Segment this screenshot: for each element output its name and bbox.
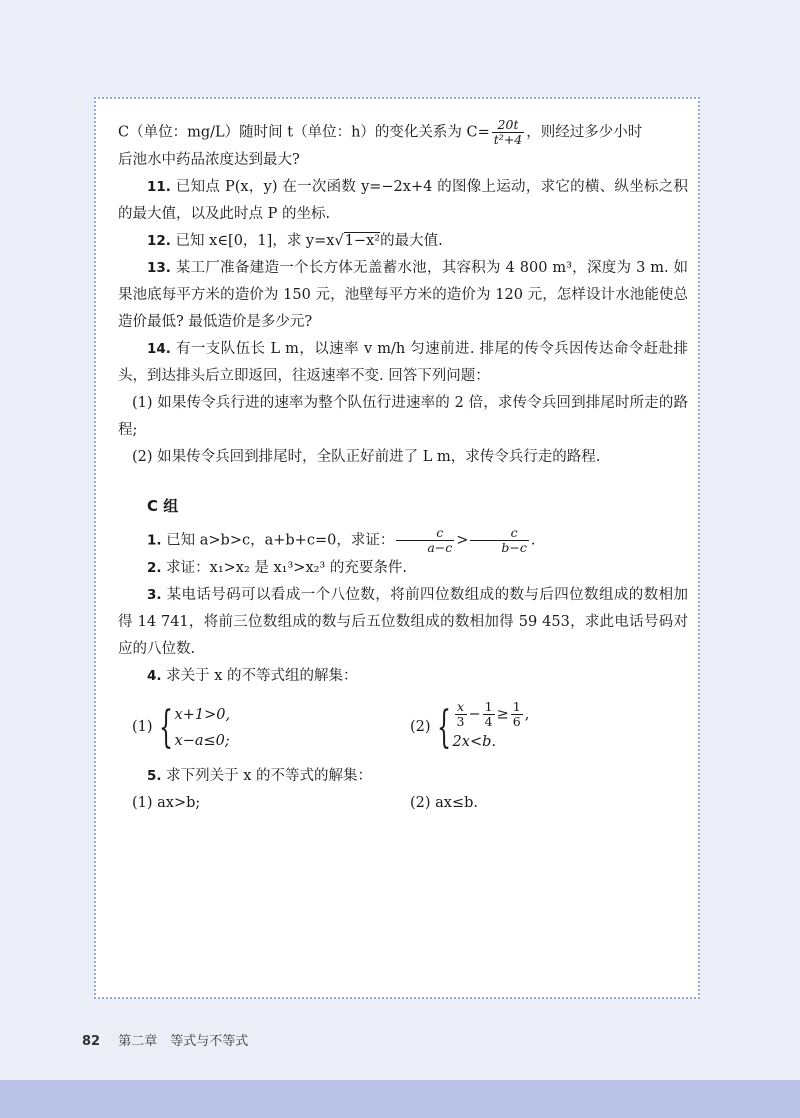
- problem-14: [118, 336, 688, 390]
- problem-number: 2.: [147, 560, 162, 576]
- fraction-denominator: a−c: [427, 540, 453, 555]
- problem-14-part-2: (2) 如果传令兵回到排尾时，全队正好前进了 L m，求传令兵行走的路程.: [132, 449, 601, 465]
- problem-text: 有一支队伍长 L m，以速率 v m/h 匀速前进. 排尾的传令兵因传达命令赶赴排头，到达排头后立即返回，往返速率不变. 回答下列问题：: [118, 341, 688, 384]
- minus-sign: −: [468, 706, 481, 723]
- c4-system-1: [118, 700, 410, 755]
- system-line-1: [453, 700, 530, 729]
- left-brace: {: [436, 701, 451, 753]
- system-label: (1): [132, 719, 153, 735]
- problem-10-text-b: ，则经过多少小时: [526, 124, 643, 141]
- c-problem-4: [118, 663, 688, 690]
- system-label: (2): [410, 719, 431, 735]
- c4-systems: [118, 700, 688, 755]
- problem-13: [118, 255, 688, 336]
- problem-number: 4.: [147, 668, 162, 684]
- problem-text: 某工厂准备建造一个长方体无盖蓄水池，其容积为 4 800 m³，深度为 3 m. 如果池底每平方米的造价为 150 元，池壁每平方米的造价为 120 元，怎样设计水池能使总造价最低? 最低造价是多少元?: [118, 260, 689, 330]
- system-lines: [453, 700, 530, 755]
- fraction-numerator: 1: [484, 699, 493, 714]
- problem-10-continuation: [118, 118, 688, 147]
- fraction-numerator: c: [470, 526, 528, 541]
- c-problem-1: [118, 526, 688, 555]
- fraction-denominator: b−c: [501, 540, 527, 555]
- problem-10-fraction: [492, 118, 524, 147]
- bottom-band: [0, 1080, 800, 1118]
- fraction-x-over-3: [455, 700, 467, 729]
- fraction-numerator: 1: [512, 699, 521, 714]
- problem-text: 某电话号码可以看成一个八位数，将前四位数组成的数与后四位数组成的数相加得 14 741，将前三位数组成的数与后五位数组成的数相加得 59 453，求此电话号码对应的八位数.: [118, 587, 689, 657]
- c4-system-2: [410, 700, 688, 755]
- greater-equal-sign: ≥: [496, 706, 509, 723]
- c-problem-3: [118, 582, 688, 663]
- problem-text-end: 的最大值.: [380, 233, 443, 249]
- fraction-numerator: x: [455, 700, 467, 715]
- c1-fraction-right: [470, 526, 528, 555]
- fraction-denominator: t²+4: [493, 132, 523, 147]
- problem-text: 求关于 x 的不等式组的解集：: [166, 668, 358, 684]
- problem-12: 12. 已知 x∈[0，1]，求 y=x√1−x²的最大值.: [147, 233, 443, 249]
- fraction-numerator: c: [396, 526, 454, 541]
- problem-number: 1.: [147, 532, 162, 549]
- problem-11: [118, 174, 688, 228]
- problem-10-text-a: C（单位：mg/L）随时间 t（单位：h）的变化关系为 C=: [118, 124, 490, 141]
- exercise-content: [118, 118, 688, 817]
- problem-number: 14.: [147, 341, 171, 357]
- left-brace: {: [158, 701, 173, 753]
- fraction-1-over-4: [483, 700, 495, 729]
- problem-text: 已知 x∈[0，1]，求 y=x: [175, 233, 335, 249]
- period: .: [530, 532, 536, 549]
- c-problem-5: [118, 763, 688, 790]
- fraction-1-over-6: [511, 700, 523, 729]
- problem-text: 求证：x₁>x₂ 是 x₁³>x₂³ 的充要条件.: [166, 560, 407, 576]
- problem-10-text-c: 后池水中药品浓度达到最大?: [118, 152, 300, 168]
- problem-number: 12.: [147, 233, 171, 249]
- comma: ,: [524, 706, 530, 723]
- system-lines: [175, 702, 231, 754]
- fraction-denominator: 3: [456, 714, 465, 729]
- problem-text: 已知点 P(x，y) 在一次函数 y=−2x+4 的图像上运动，求它的横、纵坐标之积的最大值，以及此时点 P 的坐标.: [118, 179, 688, 222]
- c5-parts: [118, 790, 688, 817]
- problem-number: 13.: [147, 260, 171, 276]
- problem-text: 已知 a>b>c，a+b+c=0，求证：: [166, 532, 395, 549]
- sqrt-expression: 1−x²: [344, 233, 381, 249]
- problem-number: 3.: [147, 587, 162, 603]
- problem-number: 5.: [147, 768, 162, 784]
- c1-fraction-left: [396, 526, 454, 555]
- fraction-denominator: 6: [512, 714, 521, 729]
- system-line-1: x+1>0,: [174, 706, 231, 723]
- group-c-heading: C 组: [147, 497, 179, 515]
- fraction-denominator: 4: [484, 714, 493, 729]
- chapter-title: 第二章 等式与不等式: [118, 1034, 249, 1049]
- system-line-2: 2x<b.: [452, 734, 496, 750]
- problem-14-part-1: (1) 如果传令兵行进的速率为整个队伍行进速率的 2 倍，求传令兵回到排尾时所走的路程;: [118, 395, 688, 438]
- greater-than-sign: >: [456, 532, 469, 549]
- problem-number: 11.: [147, 179, 171, 195]
- c5-part-2: (2) ax≤b.: [410, 795, 479, 811]
- fraction-numerator: 20t: [492, 118, 524, 133]
- c-problem-2: [118, 555, 688, 582]
- page-number: 82: [82, 1034, 101, 1049]
- page-footer: [82, 1030, 248, 1049]
- c5-part-1: (1) ax>b;: [132, 795, 201, 811]
- system-line-2: x−a≤0;: [174, 732, 230, 749]
- problem-text: 求下列关于 x 的不等式的解集：: [166, 768, 373, 784]
